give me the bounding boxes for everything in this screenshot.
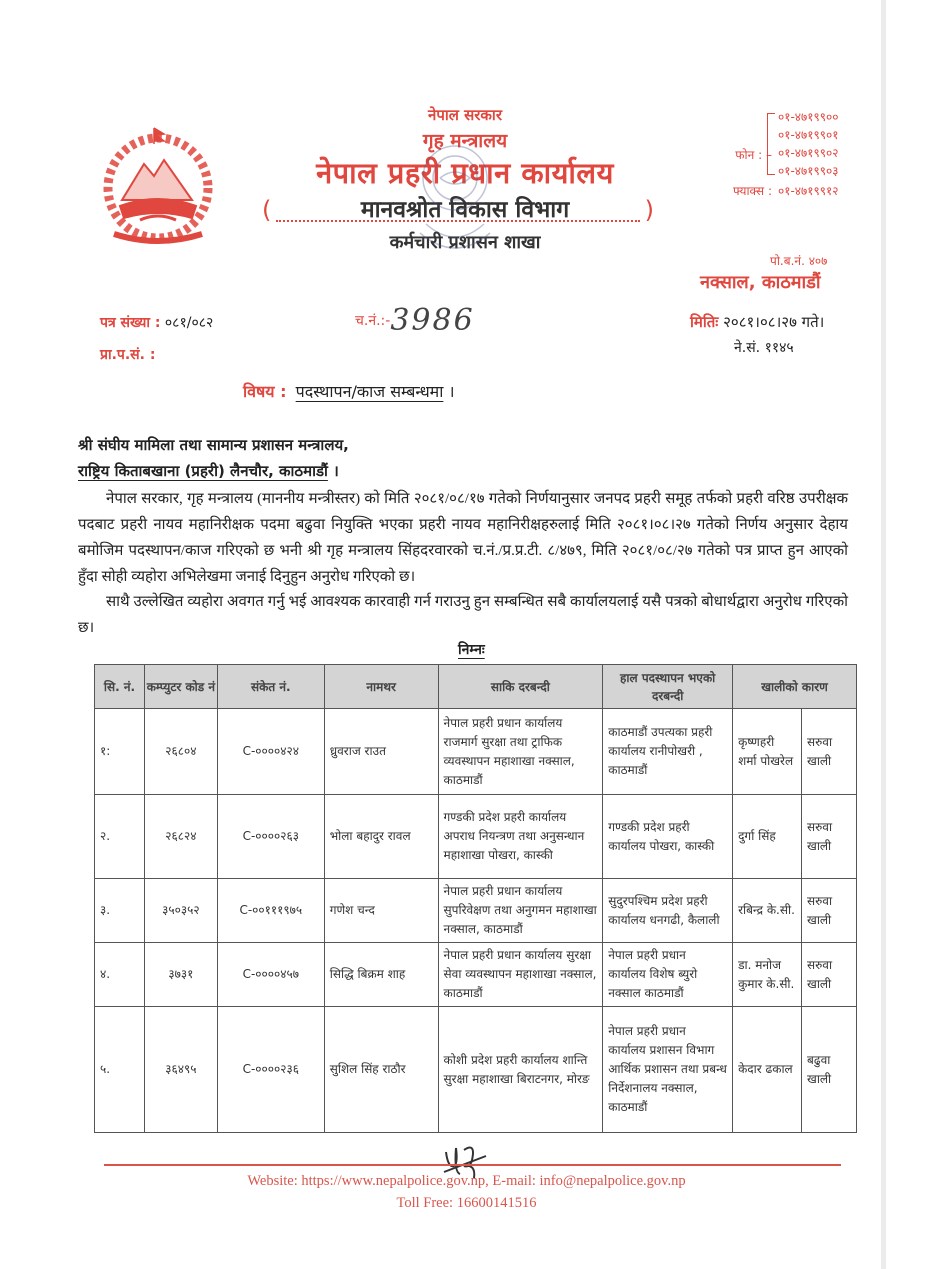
- phone-number: ०१-४७१९९०१: [778, 128, 839, 142]
- cell-new-post: सुदुरपश्चिम प्रदेश प्रहरी कार्यालय धनगढी, कैलाली: [603, 879, 733, 943]
- cell-symbol-no: C-००००४५७: [217, 943, 324, 1007]
- po-box: पो.ब.नं. ४०७: [770, 254, 828, 268]
- body-paragraph-1: [78, 486, 848, 590]
- body-paragraph-2: [78, 589, 848, 641]
- cell-vacancy-reason: बढुवा खाली: [802, 1007, 857, 1133]
- office-stamp-seal-icon: [410, 138, 500, 268]
- cell-sn: १:: [95, 709, 145, 795]
- subject-end: ।: [448, 382, 455, 401]
- phone-list: [778, 108, 839, 180]
- cell-computer-code: २६८२४: [144, 795, 217, 879]
- close-paren: ): [644, 196, 654, 224]
- government-name: नेपाल सरकार: [428, 106, 502, 124]
- cell-new-post: गण्डकी प्रदेश प्रहरी कार्यालय पोखरा, कास्की: [603, 795, 733, 879]
- cell-sn: २.: [95, 795, 145, 879]
- letter-number: [100, 313, 213, 332]
- cell-new-post: नेपाल प्रहरी प्रधान कार्यालय प्रशासन विभाग आर्थिक प्रशासन तथा प्रबन्ध निर्देशनालय नक्साल, काठमाडौं: [603, 1007, 733, 1133]
- table-row: [95, 709, 857, 795]
- cell-vacancy-person: डा. मनोज कुमार के.सी.: [733, 943, 802, 1007]
- phone-number: ०१-४७१९९००: [778, 110, 839, 124]
- cell-sn: ४.: [95, 943, 145, 1007]
- cell-symbol-no: C-००००४२४: [217, 709, 324, 795]
- cell-previous-post: नेपाल प्रहरी प्रधान कार्यालय सुरक्षा सेवा व्यवस्थापन महाशाखा नक्साल, काठमाडौं: [438, 943, 603, 1007]
- cell-vacancy-reason: सरुवा खाली: [802, 879, 857, 943]
- cell-previous-post: नेपाल प्रहरी प्रधान कार्यालय राजमार्ग सुरक्षा तथा ट्राफिक व्यवस्थापन महाशाखा नक्साल, काठमाडौं: [438, 709, 603, 795]
- addressee-line-1: श्री संघीय मामिला तथा सामान्य प्रशासन मन्त्रालय,: [78, 436, 349, 454]
- cell-name: भोला बहादुर रावल: [324, 795, 438, 879]
- cell-vacancy-person: दुर्गा सिंह: [733, 795, 802, 879]
- cell-computer-code: ३७३१: [144, 943, 217, 1007]
- footer-contact: Website: https://www.nepalpolice.gov.np, E-mail: info@nepalpolice.gov.np: [247, 1173, 686, 1189]
- header-new-post: हाल पदस्थापन भएको दरबन्दी: [603, 665, 733, 709]
- addressee: [78, 432, 349, 484]
- header-computer-code: कम्प्युटर कोड नं: [144, 665, 217, 709]
- nepal-sambat: ने.सं. ११४५: [734, 340, 794, 356]
- pra-pa-sa-label: प्रा.प.सं. :: [100, 347, 156, 363]
- nepal-government-emblem-icon: [92, 122, 224, 250]
- cell-symbol-no: C-००००२३६: [217, 1007, 324, 1133]
- list-heading: निम्नः: [458, 642, 485, 658]
- table-row: [95, 943, 857, 1007]
- table-row: [95, 879, 857, 943]
- cell-vacancy-reason: सरुवा खाली: [802, 943, 857, 1007]
- cell-name: सिद्धि बिक्रम शाह: [324, 943, 438, 1007]
- footer-toll-free: Toll Free: 16600141516: [396, 1195, 537, 1211]
- header-name: नामथर: [324, 665, 438, 709]
- cell-sn: ३.: [95, 879, 145, 943]
- table-header-row: [95, 665, 857, 709]
- posting-table: [94, 664, 857, 1133]
- cell-name: सुशिल सिंह राठौर: [324, 1007, 438, 1133]
- open-paren: (: [262, 196, 272, 224]
- office-name: नेपाल प्रहरी प्रधान कार्यालय: [316, 156, 614, 190]
- phone-number: ०१-४७१९९०२: [778, 146, 839, 160]
- cell-symbol-no: C-००१११९७५: [217, 879, 324, 943]
- ministry-name: गृह मन्त्रालय: [422, 130, 508, 152]
- subject-line: [243, 380, 455, 402]
- table-row: [95, 795, 857, 879]
- subject-value: पदस्थापन/काज सम्बन्धमा: [295, 382, 444, 401]
- cell-name: ध्रुवराज राउत: [324, 709, 438, 795]
- fax-number: ०१-४७१९९१२: [778, 184, 839, 198]
- table-row: [95, 1007, 857, 1133]
- scan-edge: [881, 0, 886, 1269]
- fax-label: फ्याक्स :: [733, 184, 772, 198]
- header-sn: सि. नं.: [95, 665, 145, 709]
- header-symbol-no: संकेत नं.: [217, 665, 324, 709]
- cell-previous-post: गण्डकी प्रदेश प्रहरी कार्यालय अपराध नियन्त्रण तथा अनुसन्धान महाशाखा पोखरा, कास्की: [438, 795, 603, 879]
- cell-symbol-no: C-००००२६३: [217, 795, 324, 879]
- cell-vacancy-person: कृष्णहरी शर्मा पोखरेल: [733, 709, 802, 795]
- footer-divider: [104, 1164, 841, 1166]
- date-value: २०८१।०८।२७ गते।: [723, 313, 825, 331]
- cell-name: गणेश चन्द: [324, 879, 438, 943]
- cell-previous-post: कोशी प्रदेश प्रहरी कार्यालय शान्ति सुरक्षा महाशाखा बिराटनगर, मोरङ: [438, 1007, 603, 1133]
- date-label: मितिः: [690, 313, 719, 331]
- cell-sn: ५.: [95, 1007, 145, 1133]
- cell-vacancy-reason: सरुवा खाली: [802, 709, 857, 795]
- header-previous-post: साकि दरबन्दी: [438, 665, 603, 709]
- subject-label: विषय :: [243, 382, 287, 401]
- dispatch-label: च.नं.:-: [355, 313, 391, 329]
- header-vacancy-reason: खालीको कारण: [733, 665, 857, 709]
- cell-vacancy-reason: सरुवा खाली: [802, 795, 857, 879]
- cell-new-post: काठमाडौं उपत्यका प्रहरी कार्यालय रानीपोखरी , काठमाडौं: [603, 709, 733, 795]
- cell-computer-code: ३६४९५: [144, 1007, 217, 1133]
- letter-date: [690, 312, 824, 332]
- cell-computer-code: ३५०३५२: [144, 879, 217, 943]
- cell-previous-post: नेपाल प्रहरी प्रधान कार्यालय सुपरिवेक्षण तथा अनुगमन महाशाखा नक्साल, काठमाडौं: [438, 879, 603, 943]
- dispatch-number-value: 3986: [390, 303, 475, 338]
- letter-number-label: पत्र संख्या :: [100, 315, 161, 331]
- paragraph-1-text: नेपाल सरकार, गृह मन्त्रालय (माननीय मन्त्रीस्तर) को मिति २०८१/०८/१७ गतेको निर्णयानुसार जनपद प्रहरी समूह तर्फको प्रहरी वरिष्ठ उपरीक्षक पदबाट प्रहरी नायव महानिरीक्षक पदमा बढुवा नियुक्ति भएका प्रहरी नायव महानिरीक्षहरुलाई मिति २०८१।०८।२७ गतेको निर्णय अनुसार देहाय बमोजिम पदस्थापन/काज गरिएको छ भनी श्री गृह मन्त्रालय सिंहदरवारको च.नं./प्र.प्र.टी. ८/४७९, मिति २०८१/०८/२७ गतेको पत्र प्राप्त हुन आएको हुँदा सोही व्यहोरा अभिलेखमा जनाई दिनुहुन अनुरोध गरिएको छ।: [78, 491, 848, 585]
- paragraph-2-text: साथै उल्लेखित व्यहोरा अवगत गर्नु भई आवश्यक कारवाही गर्न गराउनु हुन सम्बन्धित सबै कार्यालयलाई यसै पत्रको बोधार्थद्वारा अनुरोध गरिएको छ।: [78, 594, 848, 636]
- pra-pa-sa: [100, 345, 155, 364]
- cell-computer-code: २६८०४: [144, 709, 217, 795]
- letter-number-value: ०८१/०८२: [164, 315, 214, 331]
- office-city: नक्साल, काठमाडौं: [700, 272, 821, 293]
- dispatch-number: [355, 303, 475, 338]
- cell-vacancy-person: केदार ढकाल: [733, 1007, 802, 1133]
- phone-number: ०१-४७१९९०३: [778, 164, 839, 178]
- department-name: मानवश्रोत विकास विभाग: [360, 197, 570, 223]
- addressee-line-2: राष्ट्रिय किताबखाना (प्रहरी) लैनचौर, काठमाडौं: [78, 462, 328, 480]
- phone-label: फोन : –: [735, 148, 772, 162]
- phone-bracket: [767, 113, 775, 175]
- addressee-line-2-end: ।: [327, 462, 339, 480]
- cell-vacancy-person: रबिन्द्र के.सी.: [733, 879, 802, 943]
- branch-name: कर्मचारी प्रशासन शाखा: [389, 232, 541, 253]
- cell-new-post: नेपाल प्रहरी प्रधान कार्यालय विशेष ब्युरो नक्साल काठमाडौं: [603, 943, 733, 1007]
